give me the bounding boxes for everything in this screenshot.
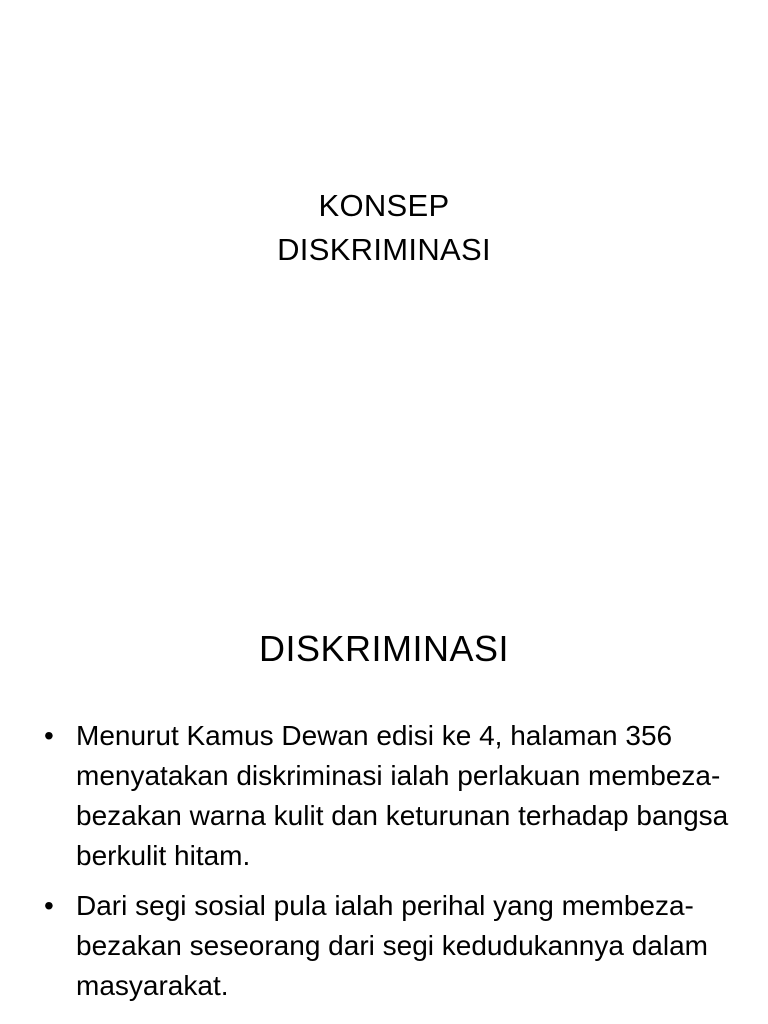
content-slide bbox=[0, 576, 768, 1024]
bullet-item bbox=[44, 886, 734, 1006]
content-slide-title: DISKRIMINASI bbox=[258, 628, 510, 669]
bullet-dot-icon: • bbox=[44, 890, 54, 921]
slide-title-line-2: DISKRIMINASI bbox=[277, 232, 491, 267]
bullet-text: Dari segi sosial pula ialah perihal yang membeza-bezakan seseorang dari segi kedudukannya dalam masyarakat. bbox=[76, 890, 708, 1001]
slide-title-line-1: KONSEP bbox=[318, 188, 450, 223]
bullet-dot-icon: • bbox=[44, 720, 54, 751]
slide-title bbox=[0, 184, 768, 272]
bullet-item bbox=[44, 716, 734, 876]
bullet-list bbox=[44, 716, 734, 1016]
bullet-text: Menurut Kamus Dewan edisi ke 4, halaman 356 menyatakan diskriminasi ialah perlakuan membeza-bezakan warna kulit dan keturunan terhadap bangsa berkulit hitam. bbox=[76, 720, 729, 871]
